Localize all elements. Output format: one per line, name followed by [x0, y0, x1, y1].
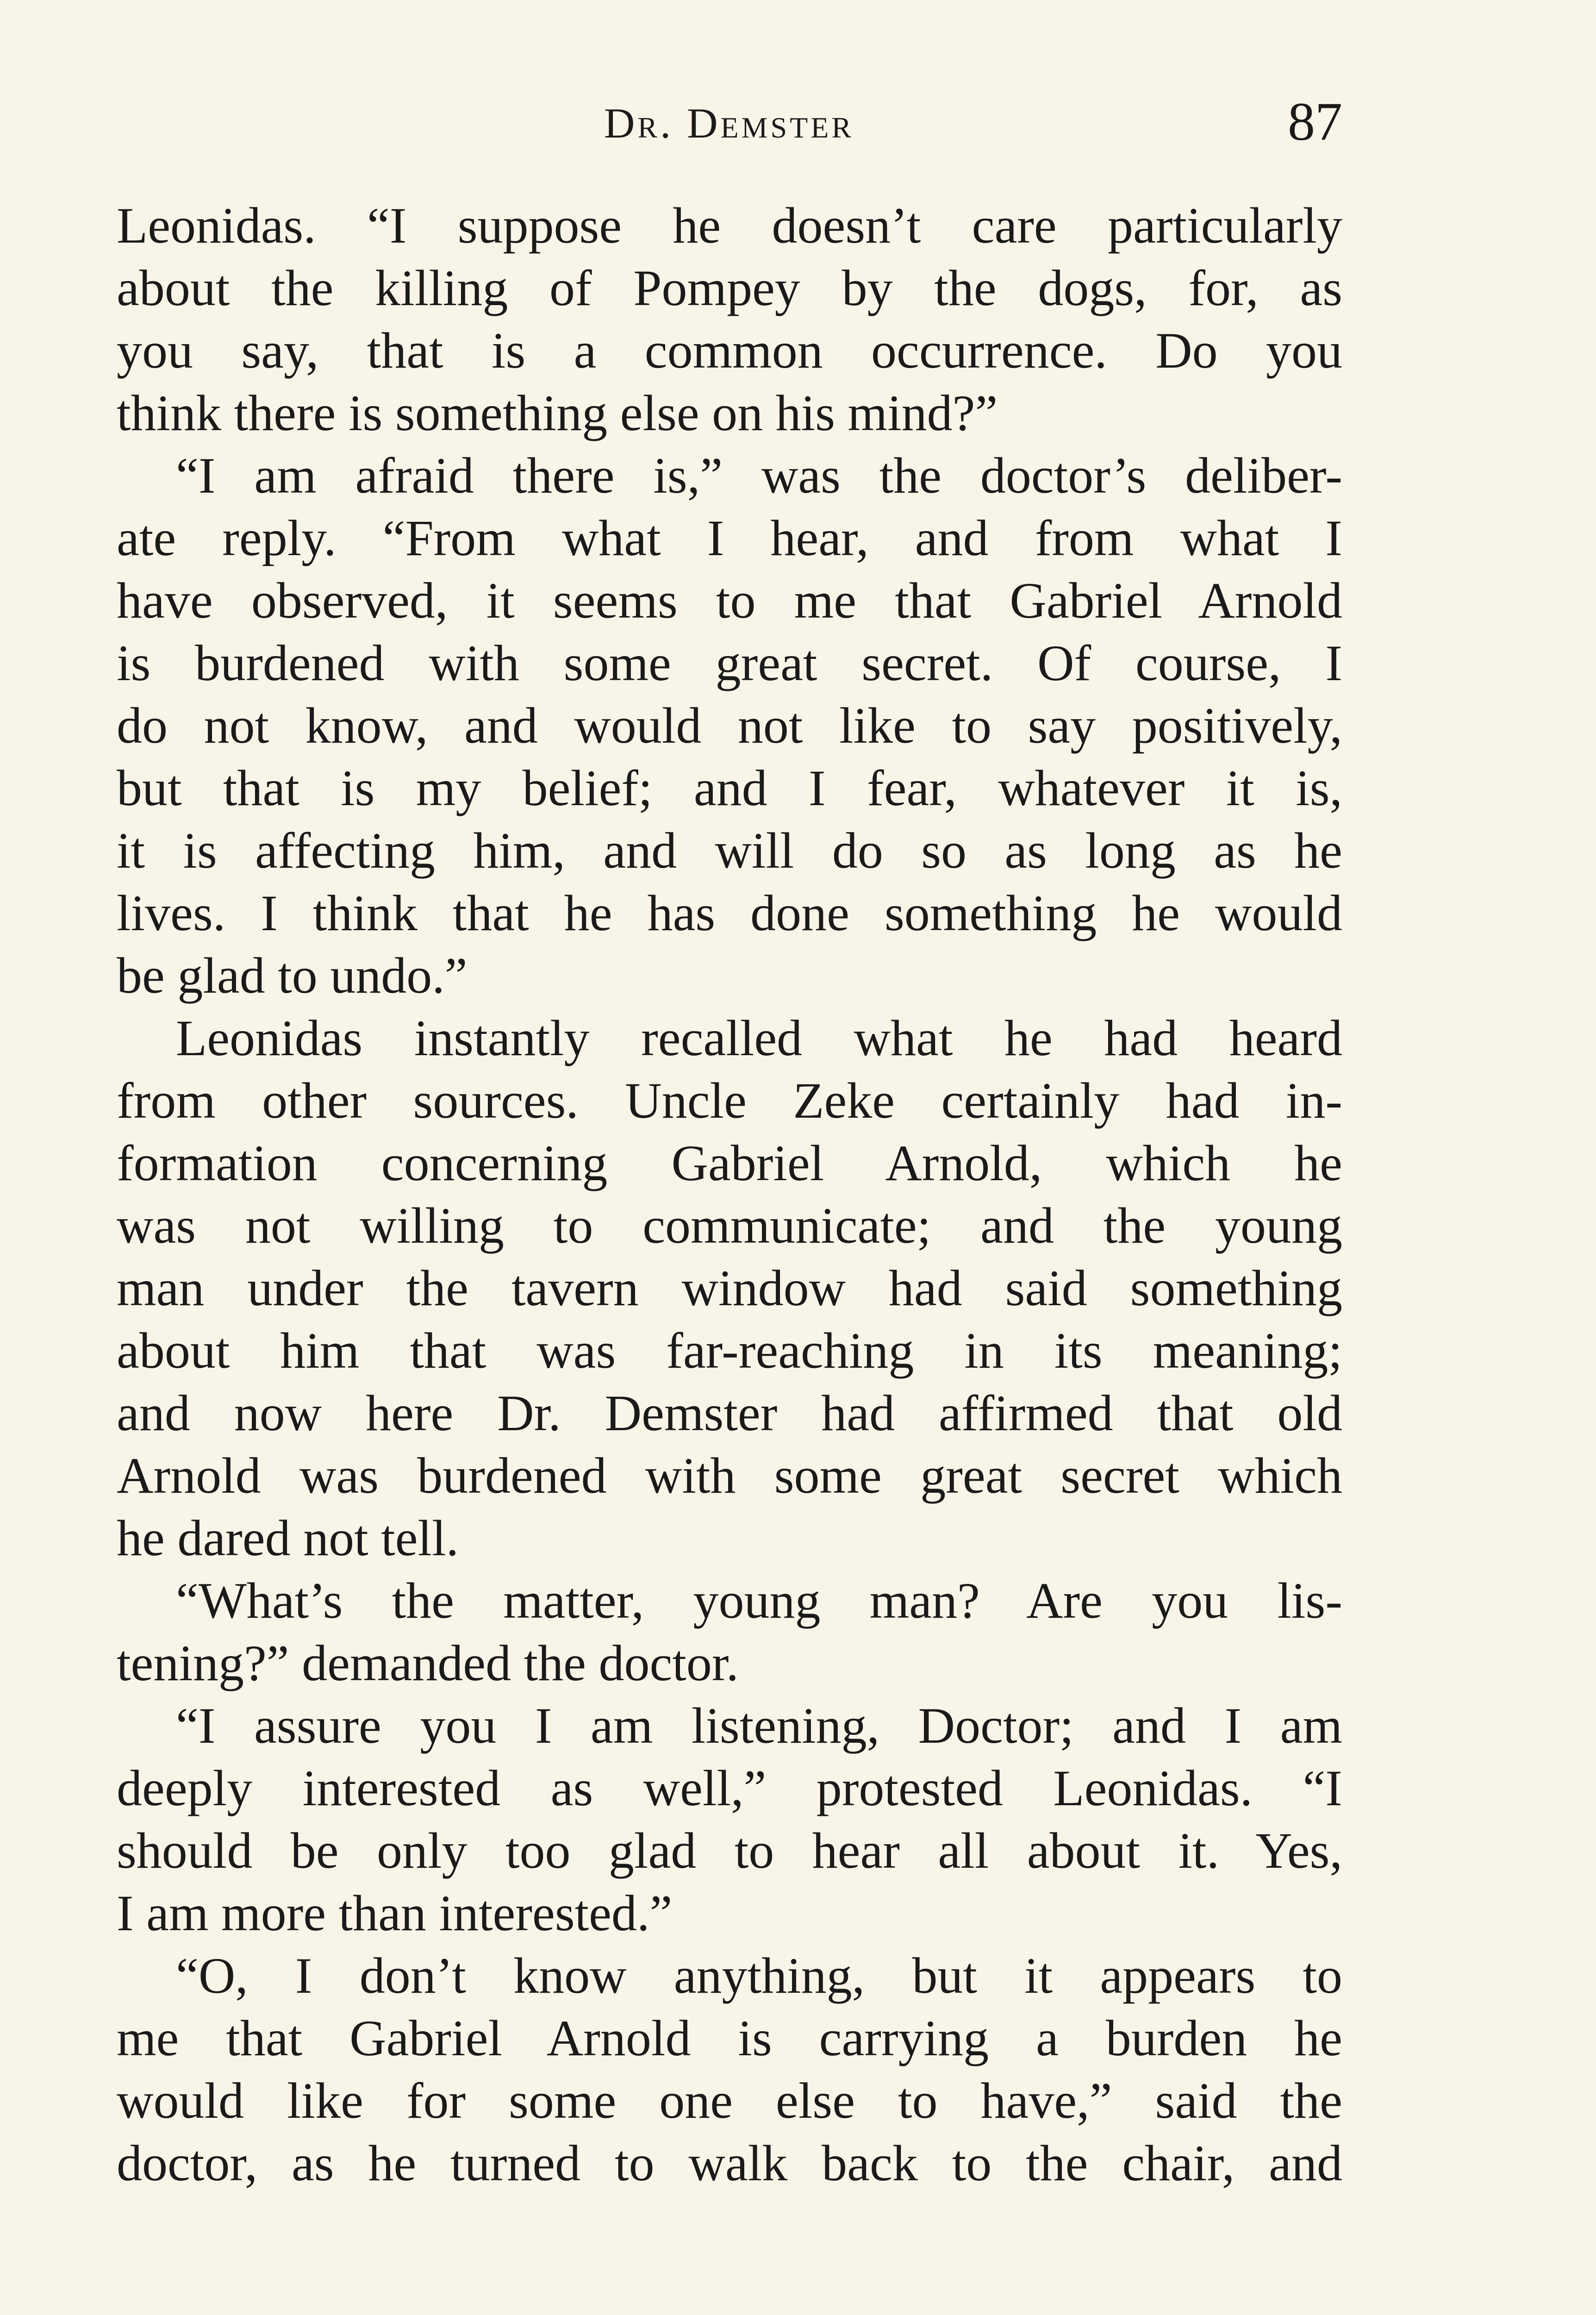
- text-line: “O, I don’t know anything, but it appears to: [176, 1947, 1342, 2004]
- text-line: but that is my belief; and I fear, whatever it is,: [117, 760, 1342, 816]
- text-line: and now here Dr. Demster had affirmed that old: [117, 1385, 1342, 1441]
- text-line: “I am afraid there is,” was the doctor’s deliber-: [176, 447, 1342, 504]
- text-line: doctor, as he turned to walk back to the chair, and: [117, 2135, 1342, 2191]
- text-line: formation concerning Gabriel Arnold, which he: [117, 1135, 1342, 1191]
- text-line: about the killing of Pompey by the dogs, for, as: [117, 260, 1342, 316]
- text-line: think there is something else on his mind?”: [117, 385, 998, 441]
- text-line: man under the tavern window had said something: [117, 1260, 1342, 1316]
- text-line: from other sources. Uncle Zeke certainly had in-: [117, 1072, 1342, 1129]
- text-line: deeply interested as well,” protested Leonidas. “I: [117, 1760, 1342, 1816]
- text-line: lives. I think that he has done something he would: [117, 885, 1342, 941]
- page-number: 87: [1288, 91, 1342, 152]
- text-line: he dared not tell.: [117, 1510, 459, 1566]
- text-line: me that Gabriel Arnold is carrying a burden he: [117, 2010, 1342, 2066]
- text-line: do not know, and would not like to say positively,: [117, 697, 1342, 754]
- text-line: Leonidas instantly recalled what he had heard: [176, 1010, 1342, 1066]
- text-line: about him that was far-reaching in its meaning;: [117, 1322, 1342, 1379]
- text-line: Arnold was burdened with some great secret which: [117, 1447, 1342, 1504]
- running-head: [116, 90, 1342, 155]
- text-line: tening?” demanded the doctor.: [117, 1635, 739, 1691]
- text-line: have observed, it seems to me that Gabriel Arnold: [117, 572, 1342, 629]
- text-line: “What’s the matter, young man? Are you lis-: [176, 1572, 1342, 1629]
- text-line: it is affecting him, and will do so as long as he: [117, 822, 1342, 879]
- text-line: I am more than interested.”: [117, 1885, 673, 1941]
- text-line: is burdened with some great secret. Of course, I: [117, 635, 1342, 691]
- body-text: [117, 194, 1342, 2195]
- text-line: Leonidas. “I suppose he doesn’t care particularly: [117, 197, 1342, 254]
- text-line: be glad to undo.”: [117, 947, 468, 1004]
- text-line: you say, that is a common occurrence. Do you: [117, 322, 1342, 379]
- text-line: would like for some one else to have,” said the: [117, 2072, 1342, 2129]
- running-title: Dr. Demster: [604, 100, 854, 147]
- text-line: ate reply. “From what I hear, and from what I: [117, 510, 1342, 566]
- text-line: was not willing to communicate; and the young: [117, 1197, 1342, 1254]
- text-line: should be only too glad to hear all about it. Yes,: [117, 1822, 1342, 1879]
- text-line: “I assure you I am listening, Doctor; and I am: [176, 1697, 1342, 1754]
